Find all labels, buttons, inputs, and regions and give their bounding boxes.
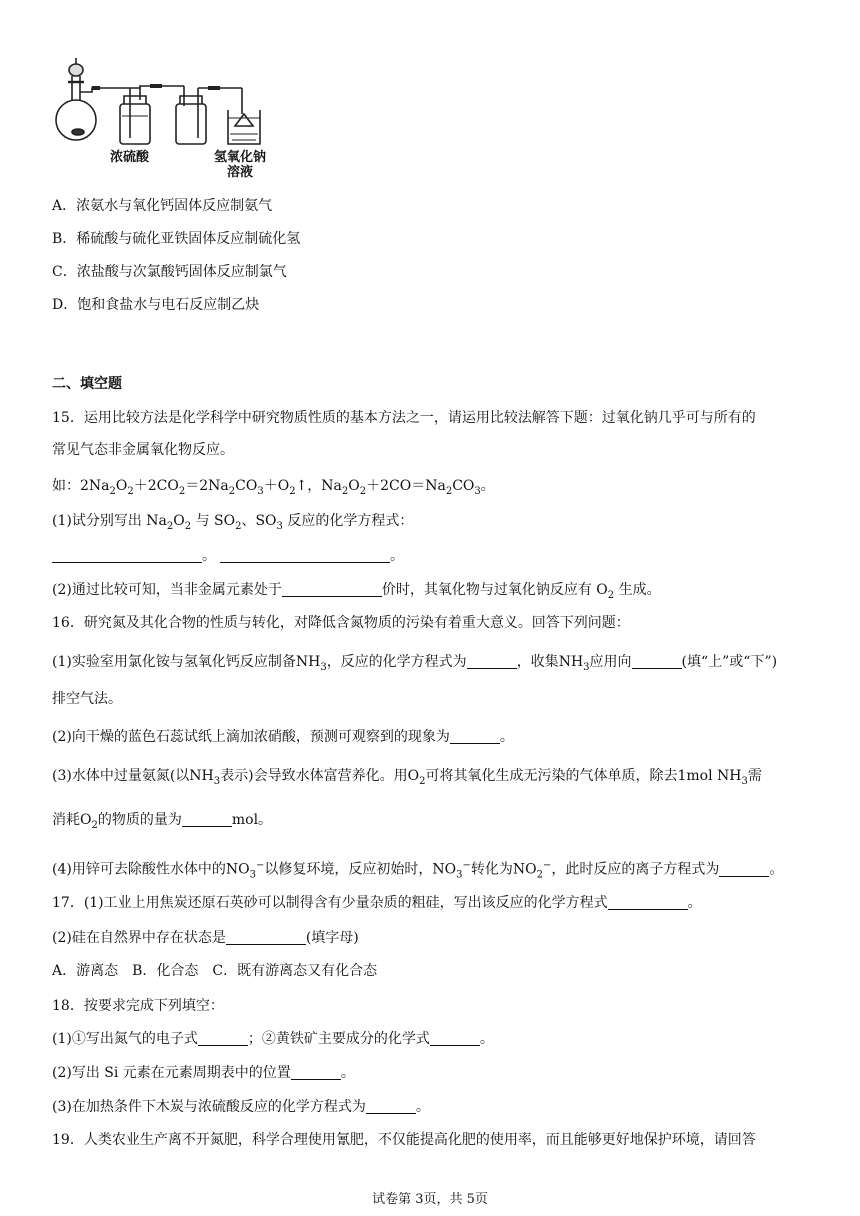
q15-line2: 常见气态非金属氧化物反应。 [52, 442, 234, 458]
q18-part3: (3)在加热条件下木炭与浓硫酸反应的化学方程式为 。 [52, 1099, 430, 1115]
answer-blank[interactable] [430, 1029, 480, 1046]
q16-text: ，反应的化学方程式为 [326, 654, 467, 670]
q16-part3: (3)水体中过量氨氮(以$NH_3$表示)会导致水体富营养化。用$O_2$可将其氧化生成无污染的气体单质，除去1mol $NH_3$需 [52, 768, 762, 787]
answer-blank[interactable] [220, 546, 390, 563]
q16-text: ，此时反应的离子方程式为 [551, 861, 720, 878]
q17-line2 [52, 928, 359, 948]
q16-line1: 16．研究氮及其化合物的性质与转化，对降低含氮物质的污染有着重大意义。回答下列问题： [52, 615, 630, 631]
q16-text: 可将其氧化生成无污染的气体单质，除去 [425, 768, 678, 784]
answer-blank[interactable] [182, 810, 232, 827]
q16-text: 以修复环境，反应初始时， [264, 861, 433, 878]
q18-text: (1)①写出氮气的电子式 [52, 1031, 198, 1047]
q16-part4: (4)用锌可去除酸性水体中的$NO_3^-$以修复环境，反应初始时，$NO_3^-$转化为$NO_2^-$，此时反应的离子方程式为 。 [52, 860, 784, 881]
q15-part2: (2)通过比较可知，当非金属元素处于 价时，其氧化物与过氧化钠反应有 $O_2$ 生成。 [52, 582, 661, 601]
option-label: C． [52, 264, 77, 280]
page-footer: 试卷第 3页，共 5页 [372, 1192, 488, 1207]
q16-text: 应用向 [589, 654, 632, 670]
q15-part2-mid: 价时，其氧化物与过氧化钠反应有 [381, 582, 597, 598]
answer-blank[interactable] [52, 546, 202, 563]
q15-part2-pre: (2)通过比较可知，当非金属元素处于 [52, 582, 282, 598]
q18-part2: (2)写出 Si 元素在元素周期表中的位置 。 [52, 1065, 355, 1081]
q18-text: (2)写出 Si 元素在元素周期表中的位置 [52, 1065, 291, 1081]
option-text: 浓盐酸与次氯酸钙固体反应制氯气 [76, 264, 287, 280]
figure-label-naoh-line2: 溶液 [227, 165, 254, 180]
q15-line1: 15．运用比较方法是化学科学中研究物质性质的基本方法之一，请运用比较法解答下题：过氧化钠几乎可与所有的 [52, 410, 756, 426]
answer-blank[interactable] [282, 580, 382, 597]
q18-text: (3)在加热条件下木炭与浓硫酸反应的化学方程式为 [52, 1099, 366, 1115]
q16-text: 转化为 [470, 861, 513, 878]
q19-line1: 19．人类农业生产离不开氮肥，科学合理使用氰肥，不仅能提高化肥的使用率，而且能够更好地保护环境，请回答 [52, 1132, 756, 1148]
answer-blank[interactable] [366, 1097, 416, 1114]
answer-blank[interactable] [719, 860, 769, 877]
option-b [52, 229, 300, 249]
section-title: 二、填空题 [52, 376, 122, 392]
q15-part1-post: 反应的化学方程式： [282, 513, 414, 529]
q15-part1-pre: (1)试分别写出 [52, 513, 147, 529]
q16-part1-cont: 排空气法。 [52, 691, 122, 707]
q16-text: 需 [747, 768, 762, 784]
answer-blank[interactable] [632, 652, 682, 669]
answer-blank[interactable] [608, 893, 688, 910]
option-label: B． [52, 231, 77, 247]
q16-text: (3)水体中过量氨氮(以 [52, 768, 190, 784]
option-d [52, 295, 259, 315]
q17-line1: 17．(1)工业上用焦炭还原石英砂可以制得含有少量杂质的粗硅，写出该反应的化学方程式 。 [52, 895, 702, 911]
answer-blank[interactable] [291, 1063, 341, 1080]
q18-text: ；②黄铁矿主要成分的化学式 [247, 1031, 430, 1047]
q15-example-prefix: 如： [52, 478, 80, 494]
figure-label-naoh [214, 150, 266, 180]
q15-part1: (1)试分别写出 $Na_2O_2$ 与 $SO_2$、$SO_3$ 反应的化学方程式： [52, 513, 414, 532]
option-text: 浓氨水与氧化钙固体反应制氨气 [76, 198, 273, 214]
q16-text: (2)向干燥的蓝色石蕊试纸上滴加浓硝酸，预测可观察到的现象为 [52, 729, 450, 745]
q16-part2: (2)向干燥的蓝色石蕊试纸上滴加浓硝酸，预测可观察到的现象为 。 [52, 729, 514, 745]
q16-text: ，收集 [516, 654, 559, 670]
q16-text: 的物质的量为 [97, 812, 182, 828]
q16-text: mol。 [231, 812, 273, 828]
figure-label-conc-sulfuric: 浓硫酸 [110, 150, 150, 165]
answer-blank[interactable] [226, 928, 306, 945]
option-a [52, 196, 272, 216]
option-text: 饱和食盐水与电石反应制乙炔 [77, 297, 260, 313]
q17-text: (填字母) [305, 930, 359, 946]
q17-text: 17．(1)工业上用焦炭还原石英砂可以制得含有少量杂质的粗硅，写出该反应的化学方程式 [52, 895, 608, 911]
q17-choices: A．游离态 B．化合态 C．既有游离态又有化合态 [52, 963, 378, 979]
apparatus-figure [52, 56, 292, 156]
q17-text: (2)硅在自然界中存在状态是 [52, 930, 226, 946]
q15-part2-post: 生成。 [614, 582, 661, 598]
answer-blank[interactable] [467, 652, 517, 669]
q16-text: (填“上”或“下”) [681, 654, 778, 670]
q16-text: (1)实验室用氯化铵与氢氧化钙反应制备 [52, 654, 296, 670]
q16-text: 消耗 [52, 812, 80, 828]
option-label: D． [52, 297, 78, 313]
q15-example: 如：$2Na_2O_2+2CO_2=2Na_2CO_3+O_2↑$，$Na_2O_2+2CO=Na_2CO_3$。 [52, 478, 495, 497]
q16-part1: (1)实验室用氯化铵与氢氧化钙反应制备$NH_3$，反应的化学方程式为 ，收集$NH_3$应用向 (填“上”或“下”) [52, 654, 778, 673]
answer-blank[interactable] [198, 1029, 248, 1046]
q16-part3-cont: 消耗$O_2$的物质的量为 mol。 [52, 812, 273, 831]
q18-line1: 18．按要求完成下列填空： [52, 998, 224, 1014]
figure-label-naoh-line1: 氢氧化钠 [214, 150, 267, 165]
q18-part1: (1)①写出氮气的电子式 ；②黄铁矿主要成分的化学式 。 [52, 1031, 494, 1047]
q16-text: 1mol [677, 768, 713, 784]
q16-text: 表示)会导致水体富营养化。用 [220, 768, 408, 784]
q16-text: (4)用锌可去除酸性水体中的 [52, 861, 226, 878]
option-c [52, 262, 287, 282]
answer-blank[interactable] [450, 727, 500, 744]
q15-part1-blanks: 。 。 [52, 546, 404, 566]
option-label: A． [52, 198, 77, 214]
option-text: 稀硫酸与硫化亚铁固体反应制硫化氢 [76, 231, 301, 247]
